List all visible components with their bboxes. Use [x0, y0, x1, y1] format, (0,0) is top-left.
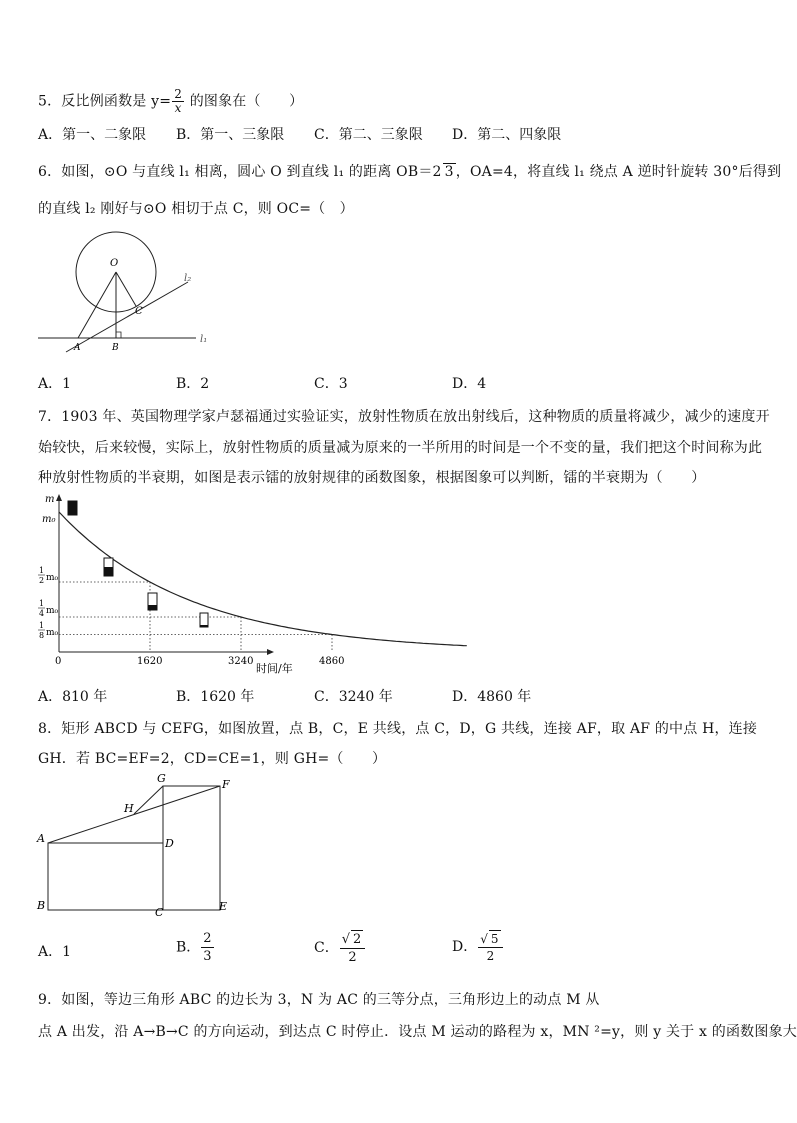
q6-option-c[interactable]: C．3 [314, 376, 348, 392]
q7-x-tick-3240: 3240 [228, 656, 254, 667]
q6-label-l1: l₁ [200, 334, 208, 345]
q6-label-C: C [135, 306, 143, 317]
q5-fraction [172, 88, 184, 115]
q7-decay-chart [34, 492, 345, 678]
q8-option-a[interactable]: A．1 [38, 944, 72, 960]
q7-label-quarter [38, 599, 59, 618]
q7-stem-line3: 种放射性物质的半衰期，如图是表示镭的放射规律的函数图象，根据图象可以判断，镭的半衰期为（ ） [38, 470, 706, 486]
q8-option-b[interactable]: B． $\frac{2}{3}$ [176, 931, 212, 964]
q8-seg-AF [48, 786, 220, 843]
q5-option-d[interactable]: D．第二、四象限 [452, 127, 562, 143]
q8-option-b-fraction: $\frac{2}{3}$ [203, 931, 212, 964]
q7-sample-full [68, 501, 77, 515]
q5-option-c[interactable]: C．第二、三象限 [314, 127, 423, 143]
q8-label-B: B [37, 899, 46, 912]
q6-line-l2 [66, 282, 188, 352]
q7-x-tick-1620: 1620 [137, 656, 163, 667]
q8-option-d-fraction: $\frac{√ 5}{2}$ [478, 930, 502, 964]
svg-text:m₀: m₀ [46, 573, 59, 583]
svg-text:8: 8 [39, 631, 45, 640]
q6-line1-before: 6．如图，⊙O 与直线 l₁ 相离，圆心 O 到直线 l₁ 的距离 OB＝2 [38, 164, 442, 180]
q9-stem-line2: 点 A 出发，沿 A→B→C 的方向运动，到达点 C 时停止．设点 M 运动的路程为 x，MN ²=y，则 y 关于 x 的函数图象大 [38, 1024, 797, 1040]
q7-y-axis-label: m [45, 494, 55, 505]
q5-option-b[interactable]: B．第一、三象限 [176, 127, 285, 143]
q9-stem-line1: 9．如图，等边三角形 ABC 的边长为 3，N 为 AC 的三等分点，三角形边上的动点 M 从 [38, 992, 600, 1008]
q8-label-H: H [124, 802, 134, 815]
q6-sqrt: 3 [444, 164, 454, 180]
q7-option-c[interactable]: C．3240 年 [314, 689, 393, 705]
q5-frac-num: 2 [174, 87, 183, 101]
q5-option-a[interactable]: A．第一、二象限 [38, 127, 147, 143]
q6-label-B: B [112, 343, 119, 353]
q5-frac-den: x [174, 101, 182, 115]
q6-option-a[interactable]: A．1 [38, 376, 72, 392]
q5-text-after: 的图象在（ ） [185, 93, 304, 110]
q6-option-d[interactable]: D．4 [452, 376, 487, 392]
q7-origin-label: 0 [55, 656, 62, 667]
q7-stem-line2: 始较快，后来较慢，实际上，放射性物质的质量减为原来的一半所用的时间是一个不变的量，我们把这个时间称为此 [38, 440, 763, 456]
q7-label-half [38, 566, 59, 585]
q8-option-c-fraction: $\frac{√ 2}{2}$ [340, 930, 366, 966]
svg-text:1: 1 [39, 566, 45, 575]
svg-text:m₀: m₀ [46, 628, 59, 638]
q8-figure [34, 770, 244, 918]
q8-label-D: D [165, 837, 174, 850]
svg-text:m₀: m₀ [46, 606, 59, 616]
q6-stem-line2: 的直线 l₂ 刚好与⊙O 相切于点 C，则 OC=（ ） [38, 201, 354, 217]
q8-label-C: C [155, 906, 164, 919]
q7-stem-line1: 7．1903 年、英国物理学家卢瑟福通过实验证实，放射性物质在放出射线后，这种物质的质量将减少，减少的速度开 [38, 409, 770, 425]
q8-stem-line2: GH．若 BC=EF=2，CD=CE=1，则 GH=（ ） [38, 751, 387, 767]
svg-text:2: 2 [39, 576, 45, 585]
q6-figure [36, 226, 216, 356]
q7-sample-quarter [148, 593, 157, 610]
svg-text:1: 1 [39, 599, 45, 608]
q7-option-a[interactable]: A．810 年 [38, 689, 108, 705]
q7-x-arrow [267, 649, 274, 655]
q5-stem [38, 88, 303, 115]
q8-option-d[interactable]: D． $\frac{√ 5}{2}$ [452, 930, 504, 964]
q8-rect-ABCD [48, 843, 163, 910]
q6-stem-line1 [38, 161, 781, 181]
q7-option-b[interactable]: B．1620 年 [176, 689, 255, 705]
q6-seg-OC [116, 272, 136, 306]
q7-decay-curve [59, 512, 467, 646]
q8-options [38, 930, 738, 974]
q8-label-A: A [37, 832, 45, 845]
q6-line1-after: ，OA=4，将直线 l₁ 绕点 A 逆时针旋转 30°后得到 [455, 164, 782, 180]
q7-sample-eighth [200, 613, 208, 627]
q6-label-O: O [110, 258, 119, 269]
q8-label-E: E [219, 900, 228, 913]
svg-text:4: 4 [39, 609, 45, 618]
q7-option-d[interactable]: D．4860 年 [452, 689, 532, 705]
q8-label-F: F [222, 778, 230, 791]
svg-text:1: 1 [39, 621, 45, 630]
q7-x-tick-4860: 4860 [319, 656, 345, 667]
q8-label-G: G [157, 772, 166, 785]
q7-x-axis-title: 时间/年 [256, 662, 293, 675]
q7-label-m0: m₀ [42, 514, 56, 525]
q6-label-A: A [74, 343, 81, 353]
q6-option-b[interactable]: B．2 [176, 376, 210, 392]
q7-label-eighth [38, 621, 59, 640]
q7-sample-half [104, 558, 113, 576]
q8-stem-line1: 8．矩形 ABCD 与 CEFG，如图放置，点 B，C，E 共线，点 C，D，G 共线，连接 AF，取 AF 的中点 H，连接 [38, 721, 758, 737]
q8-option-c[interactable]: C． $\frac{√ 2}{2}$ [314, 930, 366, 966]
q7-y-arrow [56, 494, 62, 501]
q6-seg-OA [78, 272, 116, 338]
q5-text-before: 5．反比例函数是 y= [38, 93, 172, 110]
q6-label-l2: l₂ [184, 273, 192, 284]
q6-right-angle-mark [116, 332, 121, 338]
